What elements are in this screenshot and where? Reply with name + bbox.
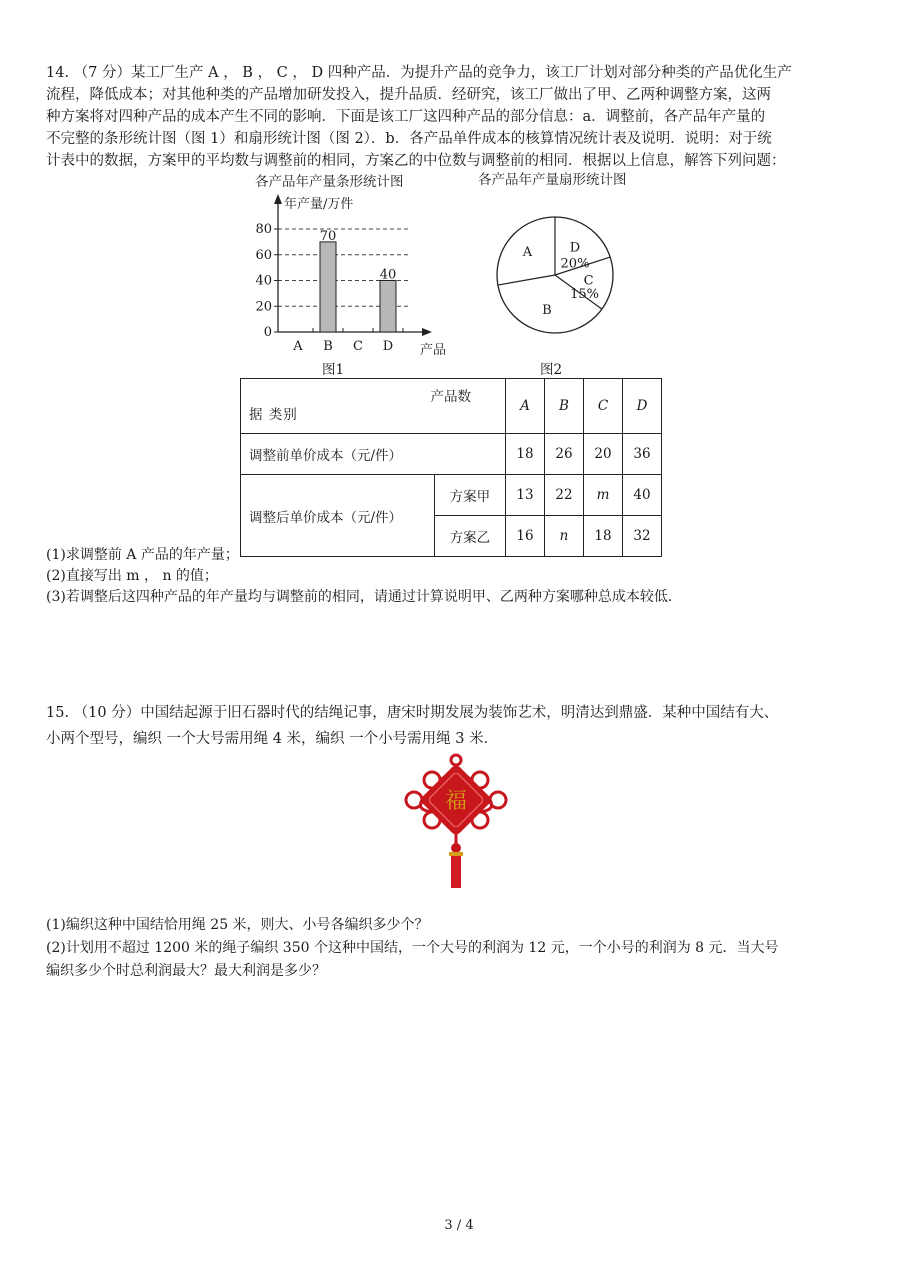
q15-text bbox=[46, 700, 876, 752]
x-tick-label: B bbox=[323, 339, 333, 354]
x-tick-label: A bbox=[293, 339, 303, 354]
q15-line: 小两个型号，编织 一个大号需用绳 4 米，编织 一个小号需用绳 3 米． bbox=[46, 731, 499, 747]
pie-percent-C: 15% bbox=[570, 287, 600, 303]
q15-questions bbox=[46, 914, 779, 983]
x-axis-label: 产品 bbox=[420, 343, 447, 358]
q14-line: 种方案将对四种产品的成本产生不同的影响．下面是该工厂这四种产品的部分信息：a．调整前，各产品年产量的 bbox=[46, 109, 766, 125]
table-cell: 22 bbox=[545, 475, 584, 516]
pie-label-C: C bbox=[583, 273, 594, 289]
q14-line: 不完整的条形统计图（图 1）和扇形统计图（图 2）．b．各产品单件成本的核算情况统计表及说明．说明：对于统 bbox=[46, 131, 772, 147]
x-tick-label: D bbox=[382, 339, 394, 354]
y-tick-label: 20 bbox=[255, 299, 272, 315]
bar-value-label: 40 bbox=[379, 267, 397, 283]
table-header-row bbox=[241, 379, 662, 434]
y-axis-arrow bbox=[274, 194, 282, 204]
q14-text bbox=[46, 62, 876, 172]
q15-question: (2)计划用不超过 1200 米的绳子编织 350 个这种中国结，一个大号的利润为 12 元，一个小号的利润为 8 元．当大号 bbox=[46, 940, 779, 956]
q14-question: (1)求调整前 A 产品的年产量； bbox=[46, 547, 239, 563]
table-cell: 32 bbox=[623, 516, 662, 557]
cost-table bbox=[240, 378, 662, 557]
bar-chart-labels bbox=[255, 196, 446, 358]
table-col-header: A bbox=[506, 379, 545, 434]
pie-chart-title: 各产品年产量扇形统计图 bbox=[478, 172, 627, 188]
bar-chart-bars bbox=[320, 242, 396, 332]
q15-question: 编织多少个时总利润最大？最大利润是多少？ bbox=[46, 963, 326, 979]
q14-question: (2)直接写出 m ， n 的值； bbox=[46, 568, 218, 584]
pie-label-B: B bbox=[542, 303, 552, 319]
table-col-header: C bbox=[584, 379, 623, 434]
x-tick-label: C bbox=[353, 339, 363, 354]
table-header-top: 产品数 bbox=[430, 389, 471, 405]
q15-question: (1)编织这种中国结恰用绳 25 米，则大、小号各编织多少个？ bbox=[46, 917, 429, 933]
table-col-header: D bbox=[623, 379, 662, 434]
table-row-plan-a bbox=[241, 475, 662, 516]
table-cell: m bbox=[584, 475, 623, 516]
q14-line: 流程，降低成本；对其他种类的产品增加研发投入，提升品质．经研究，该工厂做出了甲、乙两种调整方案，这两 bbox=[46, 87, 771, 103]
pie-chart bbox=[480, 210, 630, 340]
bar-D bbox=[380, 281, 396, 333]
q14-line: 计表中的数据，方案甲的平均数与调整前的相同，方案乙的中位数与调整前的相同．根据以上信息，解答下列问题： bbox=[46, 153, 786, 169]
table-header-corner bbox=[241, 379, 506, 434]
row-after-label: 调整后单价成本（元/件） bbox=[241, 475, 435, 557]
bar-B bbox=[320, 242, 336, 332]
pie-label-D: D bbox=[569, 240, 581, 256]
table-cell: n bbox=[545, 516, 584, 557]
pie-percent-D: 20% bbox=[560, 256, 590, 272]
plan-b-label: 方案乙 bbox=[434, 516, 505, 557]
bar-value-label: 70 bbox=[319, 228, 337, 244]
table-cell: 18 bbox=[584, 516, 623, 557]
x-axis-arrow bbox=[422, 328, 432, 336]
q14-line: 14. （7 分）某工厂生产 A ， B ， C ， D 四种产品．为提升产品的竞争力，该工厂计划对部分种类的产品优化生产 bbox=[46, 65, 792, 81]
y-tick-label: 0 bbox=[263, 325, 272, 340]
y-tick-label: 60 bbox=[255, 247, 272, 263]
figure-1-caption: 图1 bbox=[322, 362, 345, 378]
bar-chart bbox=[240, 190, 450, 360]
q14-questions bbox=[46, 545, 682, 608]
table-col-header: B bbox=[545, 379, 584, 434]
table-cell: 40 bbox=[623, 475, 662, 516]
bar-chart-title: 各产品年产量条形统计图 bbox=[255, 174, 404, 190]
bar-chart-axes bbox=[274, 194, 432, 336]
chinese-knot-image bbox=[396, 750, 516, 890]
y-tick-label: 40 bbox=[255, 273, 272, 289]
table-cell: 20 bbox=[584, 434, 623, 475]
knot-character: 福 bbox=[444, 789, 468, 814]
table-cell: 13 bbox=[506, 475, 545, 516]
pie-chart-slices bbox=[497, 217, 613, 333]
table-cell: 16 bbox=[506, 516, 545, 557]
table-row-before bbox=[241, 434, 662, 475]
plan-a-label: 方案甲 bbox=[434, 475, 505, 516]
y-tick-label: 80 bbox=[255, 222, 272, 237]
q15-line: 15. （10 分）中国结起源于旧石器时代的结绳记事，唐宋时期发展为装饰艺术，明清达到鼎盛．某种中国结有大、 bbox=[46, 705, 779, 721]
page-number: 3 / 4 bbox=[444, 1218, 474, 1233]
table-cell: 18 bbox=[506, 434, 545, 475]
table-header-bottom: 据 类别 bbox=[249, 407, 298, 423]
table-cell: 36 bbox=[623, 434, 662, 475]
q14-question: (3)若调整后这四种产品的年产量均与调整前的相同，请通过计算说明甲、乙两种方案哪种总成本较低． bbox=[46, 589, 682, 605]
row-before-label: 调整前单价成本（元/件） bbox=[241, 434, 506, 475]
pie-label-A: A bbox=[522, 244, 533, 260]
table-cell: 26 bbox=[545, 434, 584, 475]
y-axis-label: 年产量/万件 bbox=[284, 197, 354, 212]
figure-2-caption: 图2 bbox=[540, 362, 563, 378]
